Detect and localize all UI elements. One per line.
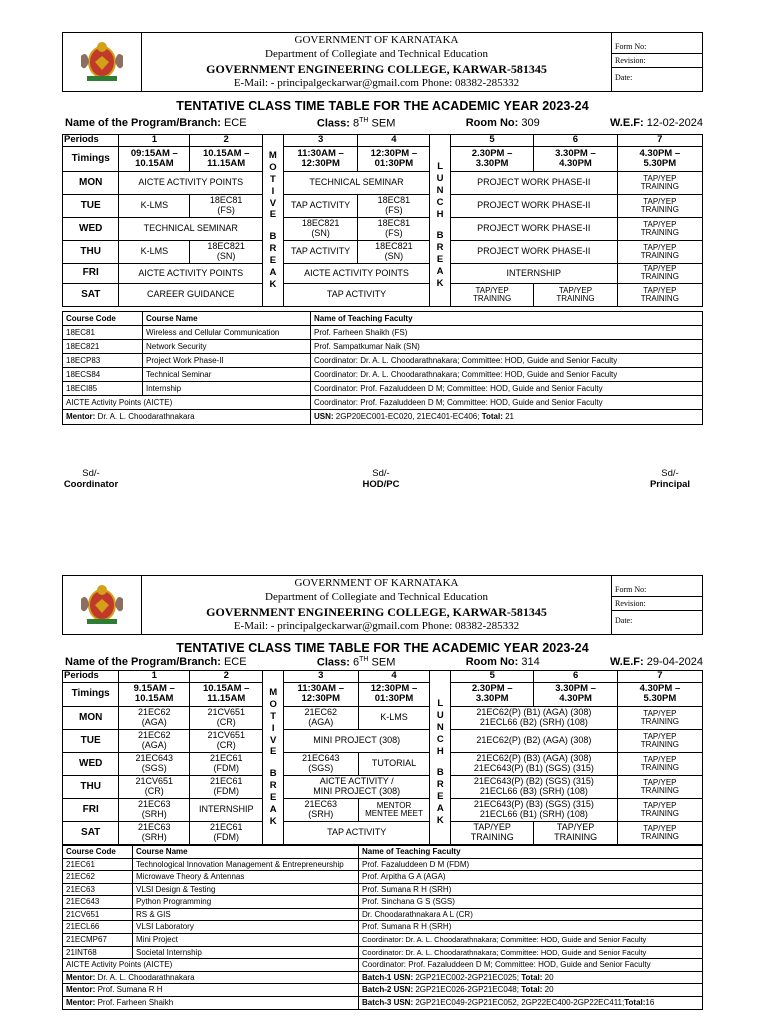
- timing-slot: 2.30PM – 3.30PM: [451, 682, 534, 706]
- slot: K-LMS: [119, 240, 190, 263]
- form-no-label: Form No:: [615, 585, 647, 595]
- morning-break-column: M O T I V E B R E A K: [263, 134, 284, 306]
- timing-slot: 9.15AM – 10.15AM: [119, 682, 190, 706]
- total-value: 21: [505, 412, 515, 422]
- slot: 21EC643 (SGS): [283, 752, 358, 775]
- slot: TAP/YEP TRAINING: [617, 752, 702, 775]
- hod-label: HOD/PC: [362, 479, 400, 490]
- slot: K-LMS: [119, 194, 190, 217]
- principal-label: Principal: [649, 479, 691, 490]
- hod-signature: [342, 468, 420, 490]
- wef-label: W.E.F:: [610, 656, 644, 669]
- timing-slot: 10.15AM – 11.15AM: [190, 146, 263, 171]
- total-label: Total:: [481, 412, 503, 422]
- total-value: 16: [645, 998, 655, 1008]
- course-table: [62, 311, 703, 425]
- table-row: 21EC643 Python Programming Prof. Sinchana G S (SGS): [63, 896, 703, 909]
- timetable-title: TENTATIVE CLASS TIME TABLE FOR THE ACADEMIC YEAR 2023-24: [176, 641, 589, 656]
- period-number: 1: [119, 134, 190, 146]
- wef-value: 12-02-2024: [646, 117, 703, 130]
- usn-value: 2GP21EC002-2GP21EC025;: [415, 972, 519, 982]
- revision-label: Revision:: [612, 596, 702, 610]
- batch-label: Batch-2 USN:: [362, 985, 414, 995]
- course-name-header: Course Name: [143, 311, 311, 325]
- periods-label: Periods: [63, 134, 119, 146]
- class-superscript: TH: [359, 656, 369, 664]
- day-tue: TUE: [63, 729, 119, 752]
- slot: TAP/YEP TRAINING: [450, 283, 533, 306]
- class-superscript: TH: [359, 117, 369, 125]
- course-table: [62, 845, 703, 1010]
- slot: 18EC821 (SN): [283, 217, 358, 240]
- karnataka-emblem-icon: [73, 36, 131, 84]
- period-number: 6: [534, 134, 617, 146]
- class-number: 8: [353, 117, 360, 130]
- coordinator-signature: [62, 468, 120, 490]
- period-number: 7: [617, 134, 702, 146]
- org-department: Department of Collegiate and Technical Education: [265, 590, 488, 603]
- period-number: 4: [358, 134, 430, 146]
- class-label: Class:: [316, 117, 350, 130]
- batch-label: Batch-3 USN:: [362, 998, 414, 1008]
- coordinator-label: Coordinator: [63, 479, 119, 490]
- slot: TECHNICAL SEMINAR: [119, 217, 263, 240]
- slot: TAP ACTIVITY: [283, 283, 430, 306]
- mentor-label: Mentor:: [66, 985, 96, 995]
- table-row: 21EC63 VLSI Design & Testing Prof. Sumana R H (SRH): [63, 883, 703, 896]
- usn-value: 2GP20EC001-EC020, 21EC401-EC406;: [335, 412, 480, 422]
- class-label: Class:: [316, 656, 350, 669]
- slot: TUTORIAL: [358, 752, 430, 775]
- slot: 18EC821 (SN): [190, 240, 263, 263]
- total-label: Total:: [624, 998, 646, 1008]
- slot: 21EC61 (FDM): [190, 775, 263, 798]
- slot: TAP/YEP TRAINING: [617, 283, 702, 306]
- day-thu: THU: [63, 775, 119, 798]
- mentor-row: [63, 409, 703, 424]
- mentor-label: Mentor:: [66, 972, 96, 982]
- emblem-logo: [63, 33, 142, 92]
- org-government: GOVERNMENT OF KARNATAKA: [294, 34, 459, 46]
- form-info: [612, 576, 703, 635]
- slot: 21EC61 (FDM): [190, 752, 263, 775]
- table-row: 21EC62 Microwave Theory & Antennas Prof. Arpitha G A (AGA): [63, 871, 703, 884]
- slot: PROJECT WORK PHASE-II: [450, 217, 617, 240]
- revision-label: Revision:: [612, 53, 702, 67]
- slot: 21EC63 (SRH): [119, 798, 190, 821]
- class-sem: SEM: [371, 656, 396, 669]
- mentor-name: Prof. Sumana R H: [97, 985, 163, 995]
- slot: 21EC643 (SGS): [119, 752, 190, 775]
- table-row: 18EC81 Wireless and Cellular Communication Prof. Farheen Shaikh (FS): [63, 325, 703, 339]
- morning-break-column: M O T I V E B R E A K: [263, 670, 284, 844]
- program-label: Name of the Program/Branch:: [65, 656, 221, 669]
- college-header: [62, 32, 703, 92]
- usn-label: USN:: [314, 412, 334, 422]
- org-college: GOVERNMENT ENGINEERING COLLEGE, KARWAR-581345: [206, 604, 547, 619]
- table-row: 18ECI85 Internship Coordinator: Prof. Fazaluddeen D M; Committee: HOD, Guide and Senior Faculty: [63, 381, 703, 395]
- class-sem: SEM: [371, 117, 396, 130]
- period-number: 2: [190, 134, 263, 146]
- timetable-title: TENTATIVE CLASS TIME TABLE FOR THE ACADEMIC YEAR 2023-24: [176, 99, 589, 114]
- slot: MINI PROJECT (308): [283, 729, 430, 752]
- timetable-grid: [62, 134, 703, 307]
- slot: 21EC61 (FDM): [190, 821, 263, 844]
- room-label: Room No:: [465, 117, 519, 130]
- slot: TAP ACTIVITY: [283, 240, 358, 263]
- slot: 18EC821 (SN): [358, 240, 430, 263]
- total-label: Total:: [521, 985, 543, 995]
- period-number: 3: [283, 134, 358, 146]
- timetable-sheet-2: [62, 575, 703, 1010]
- slot: 21EC643(P) (B3) (SGS) (315) 21ECL66 (B1) (SRH) (108): [451, 798, 618, 821]
- timing-slot: 3.30PM – 4.30PM: [534, 682, 617, 706]
- lunch-break-column: L U N C H B R E A K: [430, 670, 451, 844]
- program-meta: [62, 117, 703, 130]
- faculty-header: Name of Teaching Faculty: [311, 311, 703, 325]
- slot: INTERNSHIP: [190, 798, 263, 821]
- usn-value: 2GP21EC026-2GP21EC048;: [415, 985, 519, 995]
- slot: TAP/YEP TRAINING: [617, 217, 702, 240]
- slot: 21EC62(P) (B2) (AGA) (308): [451, 729, 618, 752]
- slot: 21EC63 (SRH): [283, 798, 358, 821]
- slot: TAP/YEP TRAINING: [617, 240, 702, 263]
- slot: PROJECT WORK PHASE-II: [450, 171, 617, 194]
- period-number: 2: [190, 670, 263, 682]
- slot: 21CV651 (CR): [190, 706, 263, 729]
- room-value: 309: [521, 117, 540, 130]
- table-row: 18EC821 Network Security Prof. Sampatkumar Naik (SN): [63, 339, 703, 353]
- course-code-header: Course Code: [63, 311, 143, 325]
- slot: MENTOR MENTEE MEET: [358, 798, 430, 821]
- timetable-sheet-1: [62, 32, 703, 425]
- mentor-label: Mentor:: [66, 998, 96, 1008]
- org-contact: E-Mail: - principalgeckarwar@gmail.com Phone: 08382-285332: [233, 619, 520, 632]
- day-wed: WED: [63, 752, 119, 775]
- total-label: Total:: [521, 972, 543, 982]
- slot: 18EC81 (FS): [190, 194, 263, 217]
- org-department: Department of Collegiate and Technical Education: [265, 47, 488, 60]
- table-row: 18ECP83 Project Work Phase-II Coordinator: Dr. A. L. Choodarathnakara; Committee: HOD, Guide and Senior Faculty: [63, 353, 703, 367]
- slot: AICTE ACTIVITY POINTS: [119, 263, 263, 283]
- slot: TAP/YEP TRAINING: [451, 821, 534, 844]
- table-row: 21ECL66 VLSI Laboratory Prof. Sumana R H (SRH): [63, 921, 703, 934]
- day-mon: MON: [63, 706, 119, 729]
- day-tue: TUE: [63, 194, 119, 217]
- timings-label: Timings: [63, 682, 119, 706]
- program-value: ECE: [223, 656, 247, 669]
- college-header: [62, 575, 703, 635]
- slot: PROJECT WORK PHASE-II: [450, 240, 617, 263]
- slot: PROJECT WORK PHASE-II: [450, 194, 617, 217]
- table-row: 21ECMP67 Mini Project Coordinator: Dr. A. L. Choodarathnakara; Committee: HOD, Guide and Senior Faculty: [63, 934, 703, 947]
- slot: TAP/YEP TRAINING: [617, 729, 702, 752]
- period-number: 5: [451, 670, 534, 682]
- periods-label: Periods: [63, 670, 119, 682]
- table-row: 21EC61 Technological Innovation Management & Entrepreneurship Prof. Fazaluddeen D M (FDM): [63, 858, 703, 871]
- lunch-break-column: L U N C H B R E A K: [430, 134, 451, 306]
- day-sat: SAT: [63, 283, 119, 306]
- org-college: GOVERNMENT ENGINEERING COLLEGE, KARWAR-581345: [206, 61, 547, 76]
- slot: TECHNICAL SEMINAR: [283, 171, 430, 194]
- table-row: 21INT68 Societal Internship Coordinator: Dr. A. L. Choodarathnakara; Committee: HOD, Guide and Senior Faculty: [63, 946, 703, 959]
- org-government: GOVERNMENT OF KARNATAKA: [294, 577, 459, 589]
- room-value: 314: [521, 656, 540, 669]
- sd-mark: Sd/-: [82, 468, 100, 479]
- sd-mark: Sd/-: [372, 468, 390, 479]
- form-no-label: Form No:: [615, 42, 647, 52]
- course-code-header: Course Code: [63, 845, 133, 858]
- slot: TAP/YEP TRAINING: [617, 706, 702, 729]
- slot: AICTE ACTIVITY POINTS: [283, 263, 430, 283]
- slot: 18EC81 (FS): [358, 217, 430, 240]
- slot: TAP/YEP TRAINING: [534, 283, 617, 306]
- batch-label: Batch-1 USN:: [362, 972, 414, 982]
- principal-signature: [640, 468, 700, 490]
- day-thu: THU: [63, 240, 119, 263]
- slot: 21EC643(P) (B2) (SGS) (315) 21ECL66 (B3) (SRH) (108): [451, 775, 618, 798]
- period-number: 5: [450, 134, 533, 146]
- timing-slot: 12:30PM – 01:30PM: [358, 146, 430, 171]
- timing-slot: 3.30PM – 4.30PM: [534, 146, 617, 171]
- sd-mark: Sd/-: [661, 468, 679, 479]
- slot: 18EC81 (FS): [358, 194, 430, 217]
- emblem-logo: [63, 576, 142, 635]
- period-number: 1: [119, 670, 190, 682]
- day-wed: WED: [63, 217, 119, 240]
- timing-slot: 10.15AM – 11.15AM: [190, 682, 263, 706]
- slot: 21EC63 (SRH): [119, 821, 190, 844]
- timetable-grid: [62, 670, 703, 845]
- period-number: 3: [283, 670, 358, 682]
- slot: TAP ACTIVITY: [283, 821, 430, 844]
- timing-slot: 4.30PM – 5.30PM: [617, 682, 702, 706]
- program-value: ECE: [223, 117, 247, 130]
- date-label: Date:: [612, 610, 702, 627]
- slot: INTERNSHIP: [450, 263, 617, 283]
- period-number: 7: [617, 670, 702, 682]
- slot: TAP/YEP TRAINING: [617, 821, 702, 844]
- program-label: Name of the Program/Branch:: [65, 117, 221, 130]
- slot: TAP/YEP TRAINING: [617, 798, 702, 821]
- mentor-name: Prof. Farheen Shaikh: [97, 998, 174, 1008]
- period-number: 4: [358, 670, 430, 682]
- slot: TAP ACTIVITY: [283, 194, 358, 217]
- wef-value: 29-04-2024: [646, 656, 703, 669]
- total-value: 20: [544, 985, 554, 995]
- slot: AICTE ACTIVITY POINTS: [119, 171, 263, 194]
- table-row: 21CV651 RS & GIS Dr. Choodarathnakara A L (CR): [63, 908, 703, 921]
- mentor-name: Dr. A. L. Choodarathnakara: [97, 972, 195, 982]
- slot: 21EC62(P) (B3) (AGA) (308) 21EC643(P) (B1) (SGS) (315): [451, 752, 618, 775]
- timings-label: Timings: [63, 146, 119, 171]
- slot: K-LMS: [358, 706, 430, 729]
- slot: TAP/YEP TRAINING: [534, 821, 617, 844]
- mentor-row: [63, 971, 703, 984]
- faculty-header: Name of Teaching Faculty: [359, 845, 703, 858]
- slot: 21CV651 (CR): [119, 775, 190, 798]
- mentor-row: [63, 997, 703, 1010]
- total-value: 20: [544, 972, 554, 982]
- timing-slot: 4.30PM – 5.30PM: [617, 146, 702, 171]
- slot: 21EC62 (AGA): [283, 706, 358, 729]
- slot: AICTE ACTIVITY / MINI PROJECT (308): [283, 775, 430, 798]
- wef-label: W.E.F:: [610, 117, 644, 130]
- slot: TAP/YEP TRAINING: [617, 171, 702, 194]
- timing-slot: 09:15AM – 10.15AM: [119, 146, 190, 171]
- slot: 21EC62 (AGA): [119, 706, 190, 729]
- org-contact: E-Mail: - principalgeckarwar@gmail.com Phone: 08382-285332: [233, 76, 520, 89]
- slot: TAP/YEP TRAINING: [617, 263, 702, 283]
- day-mon: MON: [63, 171, 119, 194]
- mentor-name: Dr. A. L. Choodarathnakara: [97, 412, 195, 422]
- date-label: Date:: [612, 67, 702, 84]
- slot: TAP/YEP TRAINING: [617, 194, 702, 217]
- timing-slot: 2.30PM – 3.30PM: [450, 146, 533, 171]
- slot: TAP/YEP TRAINING: [617, 775, 702, 798]
- table-row: AICTE Activity Points (AICTE) Coordinator: Prof. Fazaluddeen D M; Committee: HOD, Guide and Senior Faculty: [63, 395, 703, 409]
- karnataka-emblem-icon: [73, 579, 131, 627]
- mentor-row: [63, 984, 703, 997]
- slot: CAREER GUIDANCE: [119, 283, 263, 306]
- day-fri: FRI: [63, 263, 119, 283]
- slot: 21CV651 (CR): [190, 729, 263, 752]
- course-name-header: Course Name: [133, 845, 359, 858]
- day-sat: SAT: [63, 821, 119, 844]
- timing-slot: 11:30AM – 12:30PM: [283, 682, 358, 706]
- program-meta: [62, 656, 703, 669]
- slot: 21EC62(P) (B1) (AGA) (308) 21ECL66 (B2) (SRH) (108): [451, 706, 618, 729]
- table-row: AICTE Activity Points (AICTE) Coordinator: Prof. Fazaluddeen D M; Committee: HOD, Guide and Senior Faculty: [63, 959, 703, 972]
- form-info: [612, 33, 703, 92]
- slot: 21EC62 (AGA): [119, 729, 190, 752]
- timing-slot: 11:30AM – 12:30PM: [283, 146, 358, 171]
- timing-slot: 12:30PM – 01:30PM: [358, 682, 430, 706]
- table-row: 18ECS84 Technical Seminar Coordinator: Dr. A. L. Choodarathnakara; Committee: HOD, Guide and Senior Faculty: [63, 367, 703, 381]
- mentor-label: Mentor:: [66, 412, 96, 422]
- usn-value: 2GP21EC049-2GP21EC052, 2GP22EC400-2GP22EC411;: [415, 998, 625, 1008]
- class-number: 6: [353, 656, 360, 669]
- room-label: Room No:: [465, 656, 519, 669]
- period-number: 6: [534, 670, 617, 682]
- day-fri: FRI: [63, 798, 119, 821]
